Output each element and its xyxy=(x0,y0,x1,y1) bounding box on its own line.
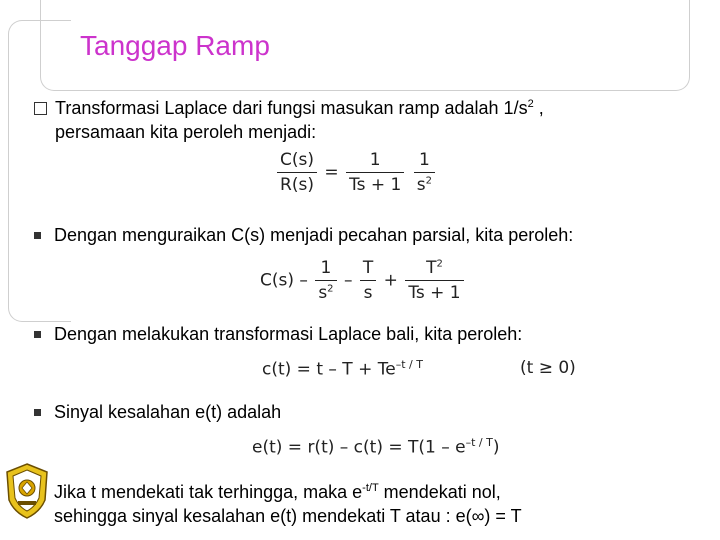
checkbox-bullet-icon xyxy=(34,102,47,115)
decorative-frame-left xyxy=(8,20,71,322)
bullet-inverse-laplace: Dengan melakukan transformasi Laplace bali, kita peroleh: xyxy=(54,324,523,344)
intro-comma: , xyxy=(533,98,544,118)
equation-partial-fraction xyxy=(260,258,466,303)
intro-line2: persamaan kita peroleh menjadi: xyxy=(55,122,317,142)
equation-ramp-response xyxy=(262,358,592,380)
bullet-partial-fraction: Dengan menguraikan C(s) menjadi pecahan parsial, kita peroleh: xyxy=(54,225,574,245)
square-bullet-icon xyxy=(34,232,41,239)
square-bullet-icon xyxy=(34,409,41,416)
slide-title: Tanggap Ramp xyxy=(80,30,270,61)
eq2-op2: – xyxy=(343,270,353,291)
eq2-op1: – xyxy=(299,270,308,291)
eq2-f1-num: 1 xyxy=(315,258,336,281)
bullet5-line2: sehingga sinyal kesalahan e(t) mendekati T atau : e(∞) = T xyxy=(54,506,522,526)
eq1-f2-den-sup: 2 xyxy=(425,175,432,187)
eq2-f1-den: s xyxy=(318,283,328,303)
eq3-condition: (t ≥ 0) xyxy=(520,358,576,378)
eq2-f2-num: T xyxy=(360,258,376,281)
equation-transfer-function xyxy=(275,150,437,195)
eq2-f2-den: s xyxy=(363,283,373,303)
eq1-lhs-num: C(s) xyxy=(277,150,317,173)
eq4-main: e(t) = r(t) – c(t) = T(1 – e xyxy=(252,437,466,458)
bullet-error-signal: Sinyal kesalahan e(t) adalah xyxy=(54,402,282,422)
eq1-lhs-den: R(s) xyxy=(280,175,314,195)
bullet5-sup: -t/T xyxy=(362,482,379,494)
bullet5-text-b: mendekati nol, xyxy=(378,482,501,502)
eq2-f3-den: Ts + 1 xyxy=(408,283,461,303)
eq2-lhs: C(s) xyxy=(260,270,294,291)
eq2-op3: + xyxy=(383,270,398,291)
eq1-equals: = xyxy=(324,162,339,183)
university-seal-icon xyxy=(4,462,50,520)
intro-line1: Transformasi Laplace dari fungsi masukan ramp adalah 1/s xyxy=(55,98,528,118)
eq1-f2-den: s xyxy=(416,175,426,195)
equation-error-signal xyxy=(252,436,499,458)
eq4-exp: –t / T xyxy=(465,436,493,449)
eq4-close: ) xyxy=(492,437,500,458)
eq1-f1-num: 1 xyxy=(346,150,404,173)
eq1-f1-den: Ts + 1 xyxy=(349,175,402,195)
eq2-f3-num-sup: 2 xyxy=(436,258,443,270)
intro-paragraph xyxy=(34,92,544,144)
eq3-exp: –t / T xyxy=(395,358,423,371)
eq2-f3-num: T xyxy=(426,258,437,278)
bullet5-text-a: Jika t mendekati tak terhingga, maka e xyxy=(54,482,363,502)
bullet-steady-state-error xyxy=(54,476,522,528)
eq1-f2-num: 1 xyxy=(414,150,435,173)
eq2-f1-den-sup: 2 xyxy=(327,283,334,295)
intro-sup: 2 xyxy=(527,98,534,110)
eq3-main: c(t) = t – T + Te xyxy=(262,359,396,380)
square-bullet-icon xyxy=(34,331,41,338)
